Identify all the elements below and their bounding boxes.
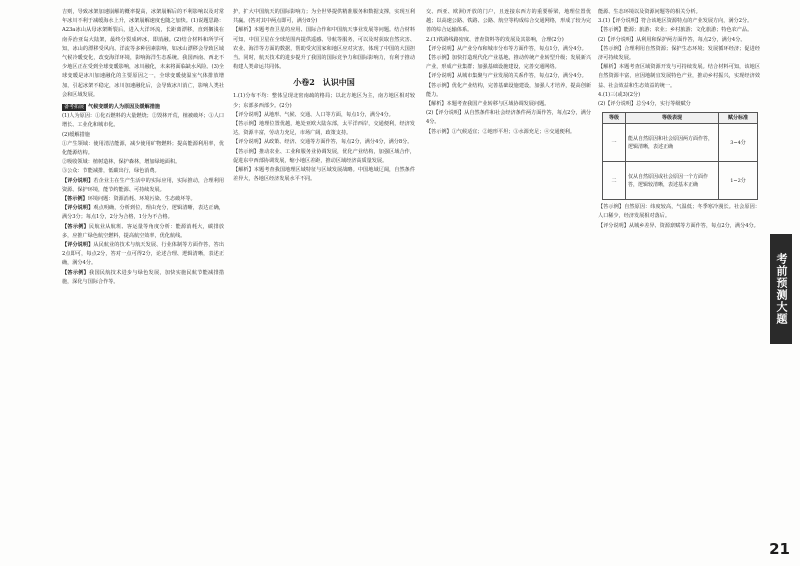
answer-entry	[62, 195, 224, 204]
question-paragraph: 【评分说明】从城市集聚与产业发展的关系作答，每点2分，满分4分。	[426, 73, 587, 80]
paragraph: 能源、生态环境以及资源问题等的相关分析。	[598, 9, 701, 15]
paragraph: 【评分说明】从城乡差异、资源禀赋等方面作答，每点2分，满分4分。	[598, 222, 759, 229]
question-paragraph: 1.(1)分布不均：整体呈现北密南疏的格局；以北方地区为主，南方地区相对较少；东部多西部少。(2分)	[233, 93, 415, 109]
table-row	[603, 124, 758, 162]
paragraph: 护，扩大中国航天的国际影响力；为全世界提供精准服务和数据支撑，实现互利共赢。(答对其中两点即可，满分8分)	[233, 9, 415, 25]
paragraph: 3.(1)【评分说明】符合该地区资源特点的产业发展方向，满分2分。	[598, 18, 753, 25]
header-level: 等级	[603, 113, 626, 124]
question-paragraph: 【解析】本题考查我国产业转移与区域协调发展问题。	[426, 101, 550, 108]
question-paragraph: 【评分说明】从产业分布和城市分布等方面作答，每点1分，满分4分。	[426, 45, 587, 52]
paragraph: 交、西亚、欧洲)开放的门户，且连接东西方的重要桥梁，地理位置优越；以高速公路、铁路、公路、航空等构成综合交通网络，形成了较为完善的综合运输体系。	[426, 9, 591, 34]
answer-entry	[62, 223, 224, 241]
question-paragraph: 【答示例】推动农业、工业和服务业协调发展，优化产业结构，加强区域合作，促进东中西部协调发展，缩小地区差距，推动区域经济高质量发展。	[233, 148, 415, 164]
paragraph: 【解析】本题考查卫星的应用、国际合作和中国航天事业发展等问题。结合材料可知，中国卫星在全球范围内提供遥感、导航等服务，可以及时获取自然灾害、农业、海洋等方面的数据，帮助受灾国家和地区应对灾害，体现了中国的大国担当。同时，航天技术的进步提升了我国的国际竞争力和国际影响力，有利于推动构建人类命运共同体。	[233, 27, 415, 71]
question-paragraph: 【评分说明】从政策、经济、交通等方面作答，每点2分，满分4分，满分8分。	[233, 139, 413, 146]
question-heading: 4.(1)三(或3)(2分)	[598, 91, 641, 98]
answer-entry	[62, 241, 224, 269]
answer-text: 民航业从航班、客运量等角度分析：能源消耗大，碳排放多，应推广绿色航空燃料，提高航空效率，优化航线。	[62, 223, 224, 239]
column-1	[62, 8, 224, 538]
expand-item: ②吸收领域：植树造林，保护森林，增加绿地面积。	[62, 159, 181, 166]
answer-text: 环境问题：资源消耗、环境污染、生态破坏等。	[87, 196, 196, 203]
page-number: 21	[769, 540, 790, 558]
question-paragraph: 2.(1)铁路线路密度、普查资料等的发展及其影响，合理(2分)	[426, 36, 564, 43]
paragraph: 【解析】本题考查区域资源开发与可持续发展。结合材料可知，该地区自然资源丰富，应因地制宜发展特色产业，推动乡村振兴，实现经济效益、社会效益和生态效益的统一。	[598, 64, 760, 89]
side-tab-label: 考前预测大题	[770, 234, 792, 344]
grading-table	[602, 112, 758, 200]
grading-table-header-row	[603, 113, 758, 124]
answer-text: 观点明确，分析到位，理由充分，逻辑清晰，表达正确，满分3分；每点1分，2分为合格，1分为不合格。	[62, 205, 224, 221]
column-4	[598, 8, 760, 538]
section-title: 小卷2 认识中国	[293, 77, 355, 88]
question-paragraph: 【评分说明】从地形、气候、交通、人口等方面，每点1分，满分4分。	[233, 111, 394, 118]
answer-entry	[62, 269, 224, 287]
answer-tag: 【答示例】	[62, 223, 90, 230]
question-paragraph: 【答示例】①气候适宜；②地形平坦；③水源充足；④交通便利。	[426, 128, 576, 135]
answer-entry	[62, 204, 224, 222]
expand-item: (1)人为原因：①化石燃料的大量燃烧；②毁林开荒，植被破坏；③人口增长、工业化和城市化。	[62, 113, 224, 129]
column-3	[426, 8, 591, 538]
expand-heading	[62, 103, 224, 112]
row-score: 1~2分	[719, 162, 758, 200]
question-paragraph: (2)【评分说明】从自然条件和社会经济条件两方面作答，每点2分，满分4分。	[426, 110, 591, 126]
paragraph: 【答示例】能源；旅游；农业；乡村旅游；文化旅游；特色农产品。	[598, 27, 753, 34]
header-score: 赋分标准	[719, 113, 758, 124]
answer-tag: 【评分说明】	[62, 205, 94, 212]
row-level: 二	[603, 162, 626, 200]
answer-text: 我国民航技术进步与绿色发展，加快实施民航节能减排措施，深化与国际合作等。	[62, 269, 224, 285]
expand-item: ③公众：节能减排，低碳出行，绿色消费。	[62, 168, 160, 175]
paragraph: 【答示例】自然原因：纬度较高，气温低；冬季寒冷漫长。社会原因：人口稀少，经济发展相对落后。	[598, 204, 760, 220]
table-row	[603, 162, 758, 200]
answer-entry	[62, 177, 224, 195]
answer-text: 从民航业的技术与航天发展、行业体制等方面作答，答出2点即可，每点2分，答对一点可得2分，论述合理、逻辑清晰，表述正确，满分4分。	[62, 242, 224, 267]
row-description: 能从自然原因和社会原因两方面作答，逻辑清晰，表述正确	[626, 124, 719, 162]
row-level: 一	[603, 124, 626, 162]
question-paragraph: 【答示例】优化产业结构，完善基础设施建设，加强人才培养，提高创新能力。	[426, 82, 591, 98]
expand-item: ①产生领域：使用清洁能源，减少使用矿物燃料；提高能源利用率，优化能源结构。	[62, 140, 224, 157]
scoring-note: (2)【评分说明】总分4分，实行等级赋分	[598, 101, 691, 108]
answer-tag: 【答示例】	[62, 196, 88, 203]
answer-tag: 【答示例】	[62, 269, 90, 276]
expand-item: (2)缓解措施	[62, 131, 90, 138]
paragraph: (2)【评分说明】从利用和保护两方面作答，每点2分，满分4分。	[598, 36, 746, 43]
row-description: 仅从自然原因或社会原因一个方面作答，逻辑较清晰，表述基本正确	[626, 162, 719, 200]
column-2	[233, 8, 415, 538]
question-paragraph: 【答示例】加快打造现代化产业基地，推动传统产业转型升级；发展新兴产业，形成产业集群；加强基础设施建设，完善交通网络。	[426, 55, 591, 71]
question-paragraph: 【答示例】地理位置优越，地处亚欧大陆东部，太平洋西岸，交通便利，经济发达，资源丰富，劳动力充足，市场广阔，政策支持。	[233, 121, 415, 137]
row-score: 3~4分	[719, 124, 758, 162]
answer-tag: 【评分说明】	[62, 242, 94, 249]
expand-title: 气候变暖的人为原因及缓解措施	[88, 104, 160, 111]
answer-text: 若企业主在生产生活中的实际应用，实际推动，合理利用资源、保护环境，能节约能源、可持续发展。	[62, 177, 224, 193]
header-performance: 等级表现	[626, 113, 719, 124]
question-paragraph: 【解析】本题考查我国地理区域特征与区域发展战略。中国地域辽阔，自然条件差异大，各地区经济发展水平不同。	[233, 167, 415, 183]
paragraph: 【答示例】合理利用自然资源；保护生态环境；发展循环经济；促进经济可持续发展。	[598, 45, 760, 62]
intro-paragraph: 吉则，导致冰架加速崩解的概率提高，冰架崩解后的不利影响以及对常年冰川不利于减缓海水上升，冰架崩解速度也随之加快。(1)说题思路：A23a冰山从母冰架断裂后，进入大洋环流，长距离漂移，直到搁浅在南乔治亚岛大陆架，最终分裂成碎冰，即消融。(2)结合材料和所学可知，冰山的漂移受风向、洋流等多种因素影响，如冰山漂移会导致区域气候冷暖变化，改变海洋环境，影响海洋生态系统。我国西南、西北不少地区正在受到全球变暖影响，冰川融化，未来将面临缺水风险。(3)全球变暖是冰川加速融化的主要原因之一，全球变暖使温室气体排放增加，引起冰架不稳定，冰川加速融化后，会导致冰川消亡，影响人类社会和区域发展。	[62, 9, 224, 98]
answer-tag: 【评分说明】	[62, 177, 94, 184]
expand-badge: 备考拓展	[64, 104, 85, 111]
